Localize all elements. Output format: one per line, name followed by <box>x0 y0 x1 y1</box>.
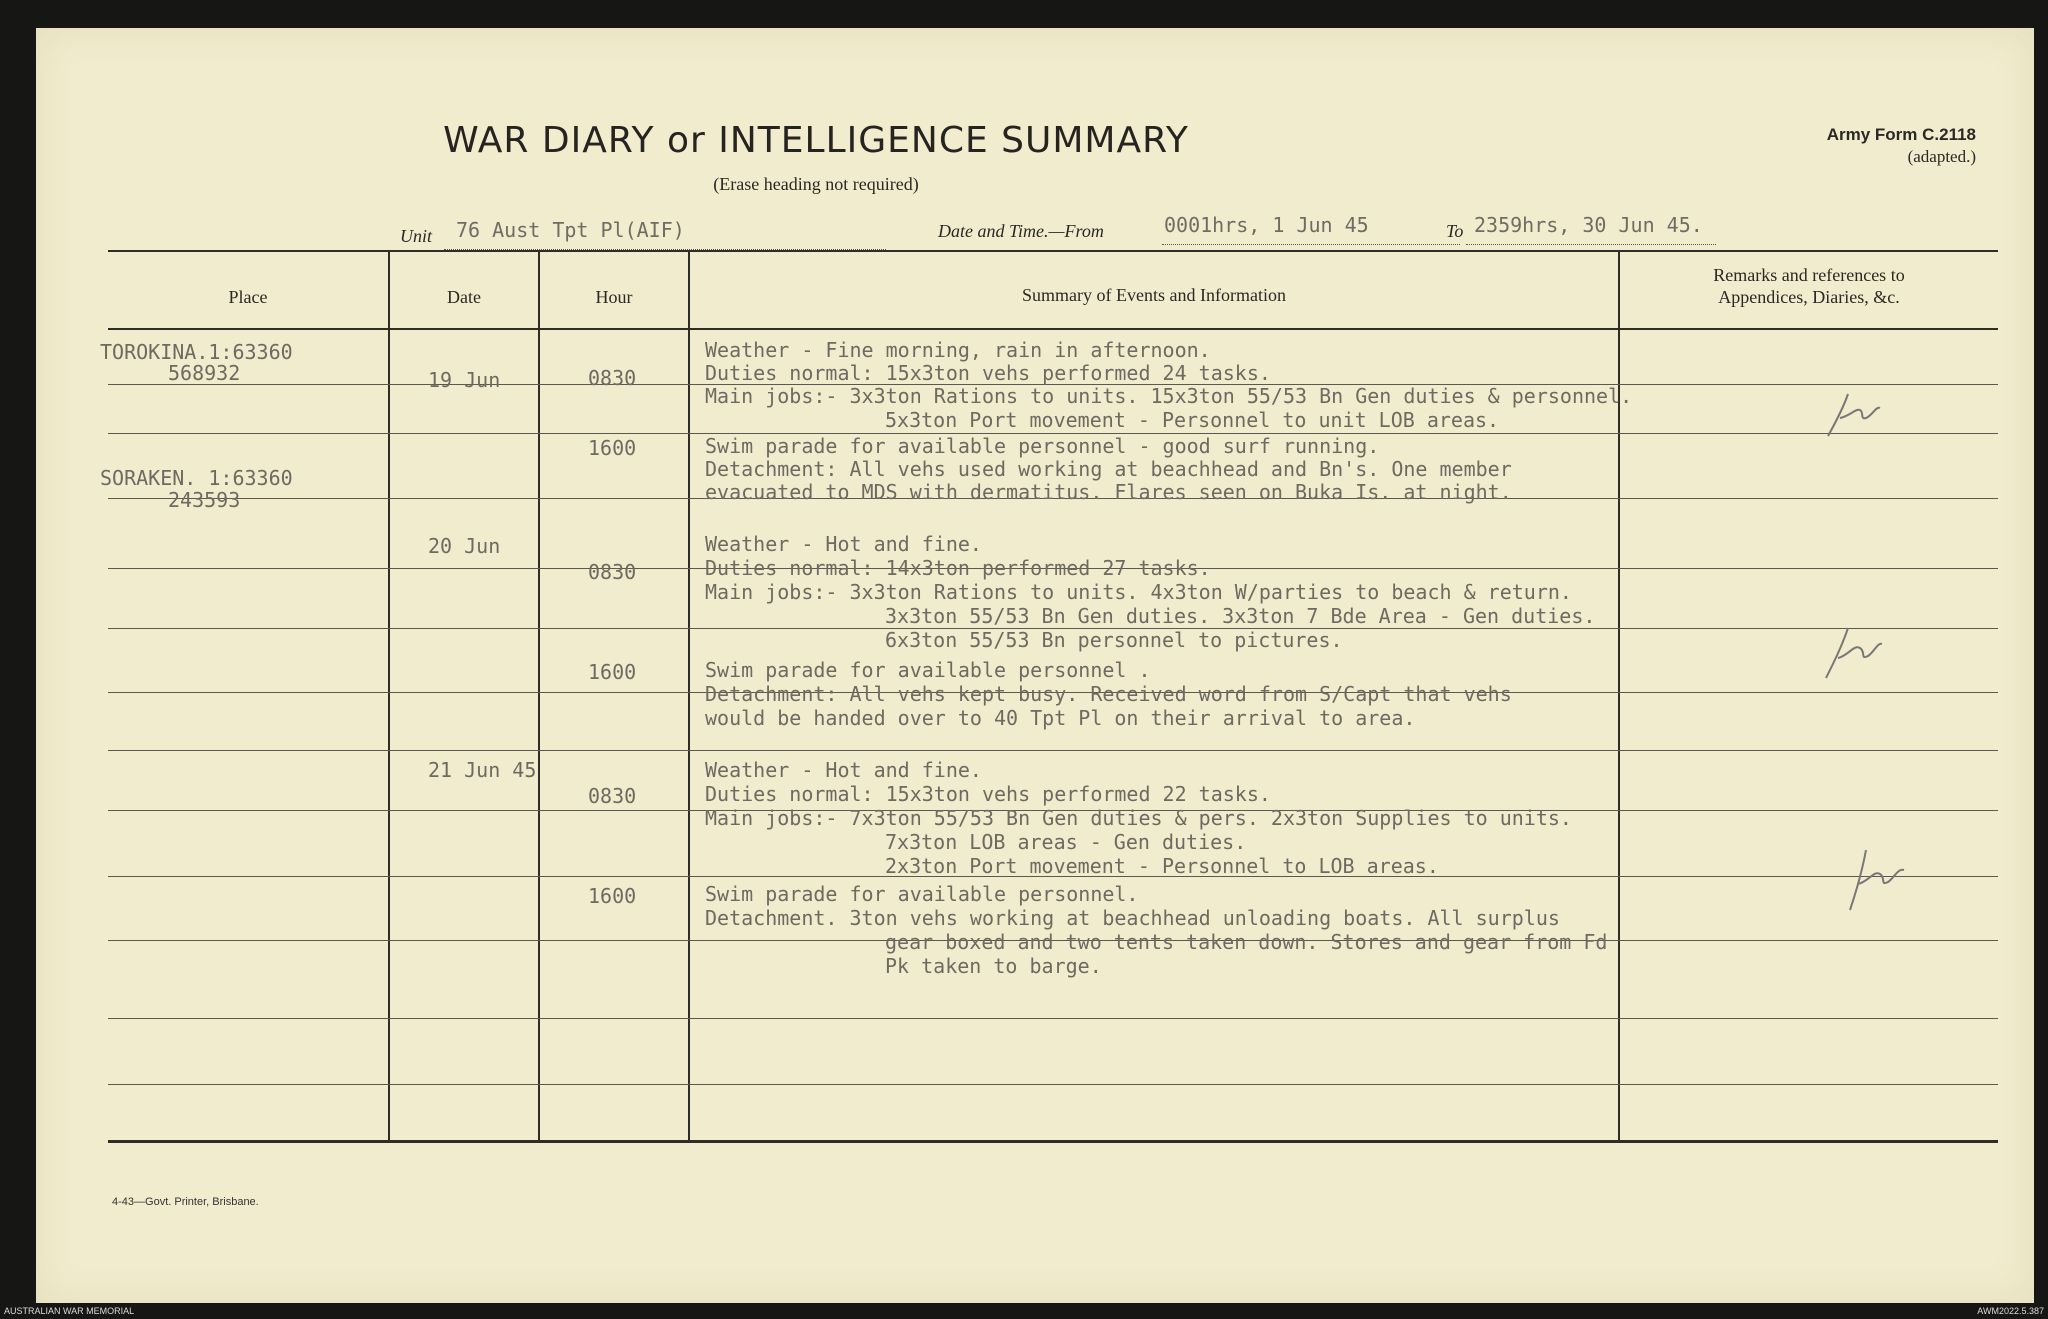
archive-caption: AUSTRALIAN WAR MEMORIAL <box>4 1306 135 1316</box>
row-rule <box>108 750 1998 751</box>
summary-line: Detachment: All vehs used working at beachhead and Bn's. One member <box>705 457 1512 481</box>
hour-entry: 1600 <box>588 436 637 460</box>
to-underline <box>1466 244 1716 245</box>
column-header-place: Place <box>228 287 268 307</box>
date-entry: 19 Jun <box>428 368 501 392</box>
unit-value: 76 Aust Tpt Pl(AIF) <box>456 218 685 242</box>
remarks-header-line-2: Appendices, Diaries, &c. <box>1718 287 1900 307</box>
army-form-label <box>1827 124 1976 168</box>
to-label: To <box>1446 221 1464 241</box>
diary-page <box>36 28 2034 1303</box>
summary-line: Weather - Fine morning, rain in afternoon. <box>705 338 1211 362</box>
handwritten-initials <box>1820 388 1890 448</box>
place-name: SORAKEN. 1:63360 <box>100 466 293 490</box>
place-ref: 243593 <box>168 488 241 512</box>
page-title: WAR DIARY or INTELLIGENCE SUMMARY <box>443 120 1189 161</box>
printer-imprint: 4-43—Govt. Printer, Brisbane. <box>112 1196 259 1208</box>
remarks-header-line-1: Remarks and references to <box>1713 265 1905 285</box>
summary-line: Duties normal: 15x3ton vehs performed 22 tasks. <box>705 782 1271 806</box>
summary-line: Duties normal: 14x3ton performed 27 tasks. <box>705 556 1211 580</box>
summary-line: would be handed over to 40 Tpt Pl on their arrival to area. <box>705 706 1416 730</box>
hour-entry: 0830 <box>588 784 637 808</box>
unit-label: Unit <box>400 226 433 246</box>
summary-line: Duties normal: 15x3ton vehs performed 24 tasks. <box>705 361 1271 385</box>
summary-line: Detachment. 3ton vehs working at beachhead unloading boats. All surplus <box>705 906 1560 930</box>
handwritten-initials <box>1820 618 1890 688</box>
table-bottom-rule <box>108 1140 1998 1143</box>
summary-line: evacuated to MDS with dermatitus. Flares seen on Buka Is. at night. <box>705 480 1512 504</box>
hour-entry: 0830 <box>588 366 637 390</box>
summary-line: 7x3ton LOB areas - Gen duties. <box>885 830 1247 854</box>
summary-line: Swim parade for available personnel . <box>705 658 1151 682</box>
row-rule <box>108 1018 1998 1019</box>
archive-reference: AWM2022.5.387 <box>1977 1306 2044 1316</box>
date-entry: 20 Jun <box>428 534 501 558</box>
summary-line: Weather - Hot and fine. <box>705 758 982 782</box>
army-form-note: (adapted.) <box>1907 147 1976 166</box>
table-header-rule <box>108 328 1998 330</box>
date-time-label: Date and Time.—From <box>938 221 1104 241</box>
from-underline <box>1162 244 1460 245</box>
row-rule <box>108 1084 1998 1085</box>
page-subtitle: (Erase heading not required) <box>713 174 919 194</box>
summary-line: Pk taken to barge. <box>885 954 1102 978</box>
handwritten-initials <box>1842 838 1912 918</box>
hour-entry: 1600 <box>588 660 637 684</box>
summary-line: 2x3ton Port movement - Personnel to LOB areas. <box>885 854 1439 878</box>
column-header-remarks <box>1620 264 1998 308</box>
summary-line: Weather - Hot and fine. <box>705 532 982 556</box>
from-value: 0001hrs, 1 Jun 45 <box>1164 213 1369 237</box>
army-form-number: Army Form C.2118 <box>1826 125 1976 144</box>
date-entry: 21 Jun 45 <box>428 758 537 782</box>
table-top-rule <box>108 250 1998 252</box>
hour-entry: 1600 <box>588 884 637 908</box>
column-header-hour: Hour <box>595 287 633 307</box>
summary-line: 5x3ton Port movement - Personnel to unit LOB areas. <box>885 408 1500 432</box>
place-name: TOROKINA.1:63360 <box>100 340 293 364</box>
summary-line: 3x3ton 55/53 Bn Gen duties. 3x3ton 7 Bde Area - Gen duties. <box>885 604 1596 628</box>
summary-line: Main jobs:- 3x3ton Rations to units. 4x3ton W/parties to beach & return. <box>705 580 1572 604</box>
column-header-date: Date <box>447 287 481 307</box>
place-ref: 568932 <box>168 361 241 385</box>
column-header-summary: Summary of Events and Information <box>1022 285 1286 305</box>
summary-line: 6x3ton 55/53 Bn personnel to pictures. <box>885 628 1343 652</box>
summary-line: Main jobs:- 7x3ton 55/53 Bn Gen duties & pers. 2x3ton Supplies to units. <box>705 806 1572 830</box>
summary-line: Swim parade for available personnel. <box>705 882 1139 906</box>
summary-line: gear boxed and two tents taken down. Stores and gear from Fd <box>885 930 1608 954</box>
summary-line: Detachment: All vehs kept busy. Received word from S/Capt that vehs <box>705 682 1512 706</box>
summary-line: Main jobs:- 3x3ton Rations to units. 15x3ton 55/53 Bn Gen duties & personnel. <box>705 384 1633 408</box>
hour-entry: 0830 <box>588 560 637 584</box>
to-value: 2359hrs, 30 Jun 45. <box>1474 213 1703 237</box>
summary-line: Swim parade for available personnel - good surf running. <box>705 434 1380 458</box>
